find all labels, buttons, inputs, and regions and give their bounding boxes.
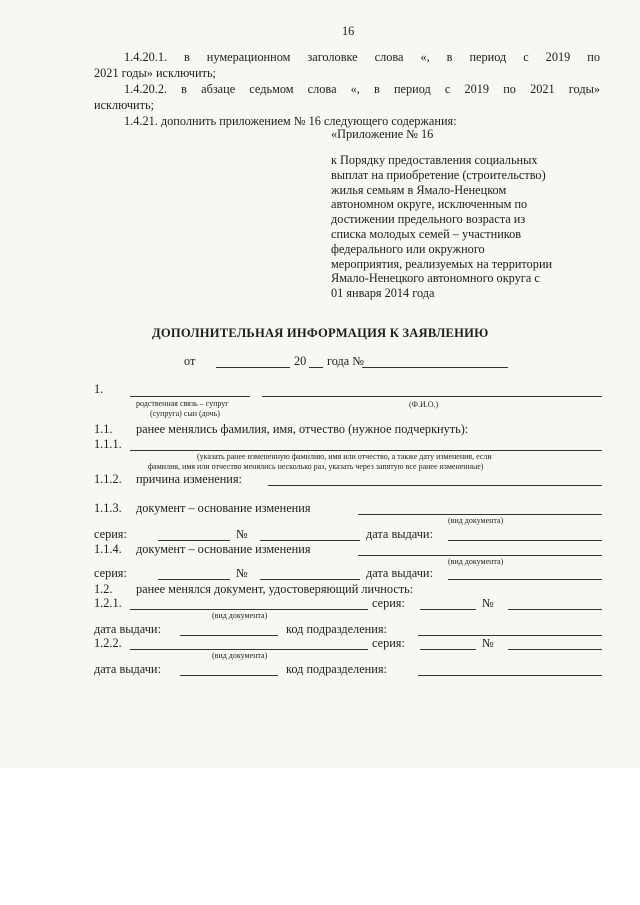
appendix-line: Ямало-Ненецкого автономного округа с xyxy=(331,271,540,286)
relation-hint-1: родственная связь – супруг xyxy=(136,399,229,408)
appendix-line: к Порядку предоставления социальных xyxy=(331,153,538,167)
issue-date-field-2[interactable] xyxy=(448,579,602,580)
q-1-1-2-number: 1.1.2. xyxy=(94,472,122,486)
doc-type-hint-2: (вид документа) xyxy=(448,557,504,566)
division-code-field[interactable] xyxy=(418,635,602,636)
series-label-3: серия: xyxy=(372,596,405,610)
series-label-4: серия: xyxy=(372,636,405,650)
series-field-3[interactable] xyxy=(420,609,476,610)
amendment-1-line-2: 2021 годы» исключить; xyxy=(94,66,216,80)
q-1-1-2-label: причина изменения: xyxy=(136,472,242,486)
basis-document-type-field[interactable] xyxy=(358,514,602,515)
application-number-field[interactable] xyxy=(362,367,508,368)
id-document-type-field-2[interactable] xyxy=(130,649,368,650)
division-code-field-2[interactable] xyxy=(418,675,602,676)
appendix-description xyxy=(331,153,601,301)
doc-type-hint-4: (вид документа) xyxy=(212,651,268,660)
appendix-line: 01 января 2014 года xyxy=(331,286,435,301)
series-field[interactable] xyxy=(158,540,230,541)
previous-name-field[interactable] xyxy=(130,450,602,451)
q-1-2-1-number: 1.2.1. xyxy=(94,596,122,610)
from-label: от xyxy=(184,354,196,368)
amendment-3-line-1: 1.4.21. дополнить приложением № 16 следующего содержания: xyxy=(124,114,457,128)
issue-date-field-4[interactable] xyxy=(180,675,278,676)
fio-field[interactable] xyxy=(262,396,602,397)
series-field-2[interactable] xyxy=(158,579,230,580)
appendix-heading: «Приложение № 16 xyxy=(331,127,434,141)
appendix-line: списка молодых семей – участников xyxy=(331,226,522,241)
year-prefix: 20 xyxy=(294,354,307,368)
q-1-1-4-number: 1.1.4. xyxy=(94,542,122,556)
appendix-line: выплат на приобретение (строительство) xyxy=(331,167,546,182)
series-label-2: серия: xyxy=(94,566,127,580)
issue-date-field-3[interactable] xyxy=(180,635,278,636)
year-number-label: года № xyxy=(327,354,365,368)
number-field-2[interactable] xyxy=(260,579,360,580)
series-label: серия: xyxy=(94,527,127,541)
basis-document-type-field-2[interactable] xyxy=(358,555,602,556)
item-1-number: 1. xyxy=(94,382,104,396)
appendix-line: автономном округе, исключенным по xyxy=(331,197,528,212)
number-field[interactable] xyxy=(260,540,360,541)
doc-type-hint-3: (вид документа) xyxy=(212,611,268,620)
q-1-1-4-label: документ – основание изменения xyxy=(136,542,311,556)
page-number: 16 xyxy=(342,24,355,38)
number-sign: № xyxy=(236,527,248,541)
q-1-1-3-number: 1.1.3. xyxy=(94,501,122,515)
amendment-2-line-1: 1.4.20.2. в абзаце седьмом слова «, в период с 2019 по 2021 годы» xyxy=(124,82,600,96)
issue-date-label-3: дата выдачи: xyxy=(94,622,161,636)
division-code-label: код подразделения: xyxy=(286,622,387,636)
q-1-1-1-number: 1.1.1. xyxy=(94,437,122,451)
amendment-2-line-2: исключить; xyxy=(94,98,155,112)
q-1-1-1-hint-1: (указать ранее измененную фамилию, имя или отчество, а также дату изменения, если xyxy=(197,452,492,461)
issue-date-label-2: дата выдачи: xyxy=(366,566,433,580)
appendix-line: жилья семьям в Ямало-Ненецком xyxy=(331,182,507,197)
id-document-type-field-1[interactable] xyxy=(130,609,368,610)
number-sign-3: № xyxy=(482,596,494,610)
appendix-line: мероприятия, реализуемых на территории xyxy=(331,256,553,271)
issue-date-label: дата выдачи: xyxy=(366,527,433,541)
series-field-4[interactable] xyxy=(420,649,476,650)
q-1-1-3-label: документ – основание изменения xyxy=(136,501,311,515)
change-reason-field[interactable] xyxy=(268,485,602,486)
date-field[interactable] xyxy=(216,367,290,368)
doc-type-hint: (вид документа) xyxy=(448,516,504,525)
issue-date-field[interactable] xyxy=(448,540,602,541)
amendment-1-line-1: 1.4.20.1. в нумерационном заголовке слова «, в период с 2019 по xyxy=(124,50,600,64)
number-sign-4: № xyxy=(482,636,494,650)
fio-hint: (Ф.И.О.) xyxy=(409,400,439,409)
q-1-1-1-hint-2: фамилия, имя или отчество менялись несколько раз, указать через запятую все ранее измененные) xyxy=(148,462,484,471)
appendix-line: достижении предельного возраста из xyxy=(331,212,526,227)
relation-field[interactable] xyxy=(130,396,250,397)
q-1-2-number: 1.2. xyxy=(94,582,113,596)
appendix-line: федерального или окружного xyxy=(331,241,485,256)
q-1-1-number: 1.1. xyxy=(94,422,113,436)
number-field-3[interactable] xyxy=(508,609,602,610)
division-code-label-2: код подразделения: xyxy=(286,662,387,676)
q-1-2-label: ранее менялся документ, удостоверяющий личность: xyxy=(136,582,414,596)
issue-date-label-4: дата выдачи: xyxy=(94,662,161,676)
number-sign-2: № xyxy=(236,566,248,580)
q-1-1-label: ранее менялись фамилия, имя, отчество (нужное подчеркнуть): xyxy=(136,422,469,436)
year-field[interactable] xyxy=(309,367,323,368)
form-title: ДОПОЛНИТЕЛЬНАЯ ИНФОРМАЦИЯ К ЗАЯВЛЕНИЮ xyxy=(152,326,489,340)
q-1-2-2-number: 1.2.2. xyxy=(94,636,122,650)
number-field-4[interactable] xyxy=(508,649,602,650)
relation-hint-2: (супруга) сын (дочь) xyxy=(150,409,220,418)
